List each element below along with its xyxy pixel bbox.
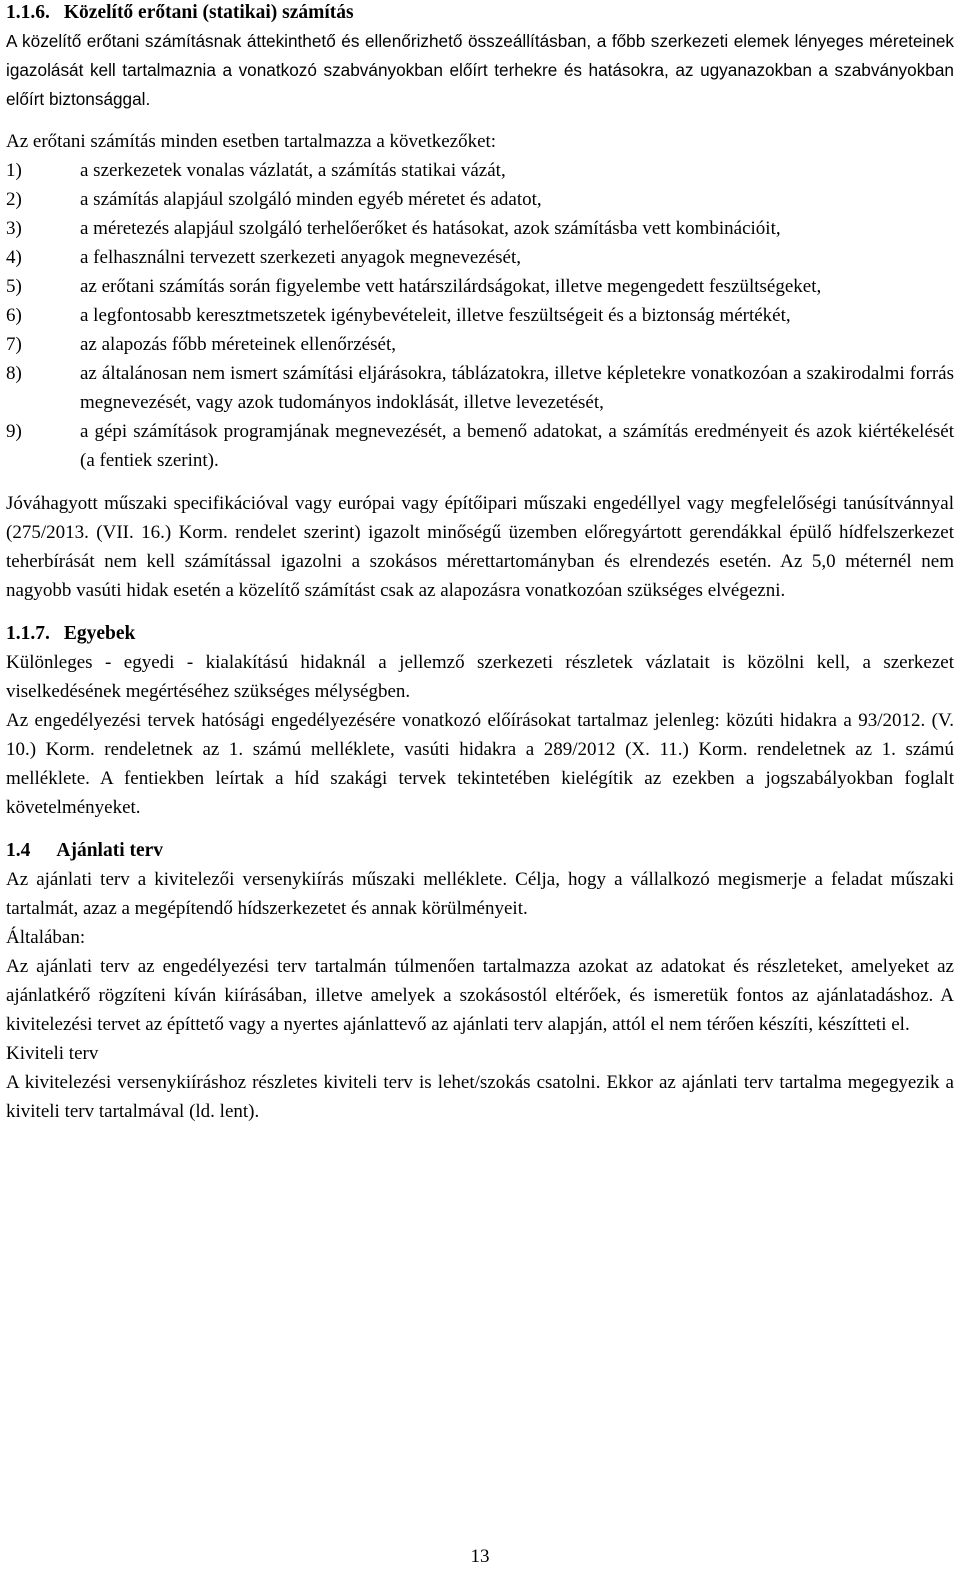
list-item-text: a legfontosabb keresztmetszetek igénybevételeit, illetve feszültségeit és a biztonság mértékét, [80, 305, 791, 326]
section-117-paragraph-2: Az engedélyezési tervek hatósági engedélyezésére vonatkozó előírásokat tartalmaz jelenleg: közúti hidakra a 93/2012. (V. 10.) Korm. rendeletnek az 1. számú melléklete, vasúti hidakra a 289/2012 (X. 11.) Korm. rendeletnek az 1. számú melléklete. A fentiekben leírtak a híd szakági tervek tekintetében kielégítik az ezekben a jogszabályokban foglalt követelményeket. [6, 710, 954, 818]
list-item-number: 4) [6, 247, 22, 268]
section-14-paragraph-1: Az ajánlati terv a kivitelezői versenykiírás műszaki melléklete. Célja, hogy a vállalkozó megismerje a feladat műszaki tartalmát, azaz a megépítendő hídszerkezetet és annak körülményeit. [6, 869, 954, 919]
list-item [6, 330, 954, 359]
list-item-text: a méretezés alapjául szolgáló terhelőerőket és hatásokat, azok számításba vett kombinációit, [80, 218, 781, 239]
section-116-lead: Az erőtani számítás minden esetben tartalmazza a következőket: [6, 131, 497, 152]
requirements-list [6, 156, 954, 475]
list-item [6, 214, 954, 243]
section-117-title: Egyebek [63, 623, 136, 644]
section-14-paragraph-2: Az ajánlati terv az engedélyezési terv tartalmán túlmenően tartalmazza azokat az adatokat és részleteket, amelyeket az ajánlatkérő rögzíteni kíván kiírásában, illetve amelyek a szokásostól eltérőek, és ismeretük fontos az ajánlatadáshoz. A kivitelezési tervet az építtető vagy a nyertes ajánlattevő az ajánlati terv alapján, attól el nem térően készíti, készítteti el. [6, 956, 954, 1035]
section-14-label-general: Általában: [6, 927, 86, 948]
list-item-number: 9) [6, 421, 22, 442]
list-item [6, 272, 954, 301]
section-116-heading [6, 0, 954, 27]
list-item-number: 8) [6, 363, 22, 384]
list-item-number: 3) [6, 218, 22, 239]
section-14-number: 1.4 [6, 840, 31, 861]
list-item-number: 5) [6, 276, 22, 297]
list-item [6, 185, 954, 214]
section-117-paragraph-1: Különleges - egyedi - kialakítású hidaknál a jellemző szerkezeti részletek vázlatait is közölni kell, a szerkezet viselkedésének megértéséhez szükséges mélységben. [6, 652, 954, 702]
list-item-number: 6) [6, 305, 22, 326]
list-item-number: 2) [6, 189, 22, 210]
section-116-title: Közelítő erőtani (statikai) számítás [63, 2, 354, 23]
list-item-text: a számítás alapjául szolgáló minden egyéb méretet és adatot, [80, 189, 542, 210]
section-14-title: Ajánlati terv [56, 840, 164, 861]
list-item [6, 243, 954, 272]
section-14-paragraph-3: A kivitelezési versenykiíráshoz részletes kiviteli terv is lehet/szokás csatolni. Ekkor az ajánlati terv tartalma megegyezik a kiviteli terv tartalmával (ld. lent). [6, 1072, 954, 1122]
list-item [6, 359, 954, 417]
section-116-intro: A közelítő erőtani számításnak áttekinthető és ellenőrizhető összeállításban, a főbb szerkezeti elemek lényeges méreteinek igazolását kell tartalmaznia a vonatkozó szabványokban előírt terhekre és hatásokra, az ugyanazokban a szabványokban előírt biztonsággal. [6, 31, 954, 109]
section-116-closing: Jóváhagyott műszaki specifikációval vagy európai vagy építőipari műszaki engedéllyel vagy megfelelőségi tanúsítvánnyal (275/2013. (VII. 16.) Korm. rendelet szerint) igazolt minőségű üzemben előregyártott gerendákkal épülő hídfelszerkezet teherbírását nem kell számítással igazolni a szokásos mérettartományban és elrendezés esetén. Az 5,0 méternél nem nagyobb vasúti hidak esetén a közelítő számítást csak az alapozásra vonatkozóan szükséges elvégezni. [6, 493, 954, 601]
document-page [6, 0, 954, 1126]
section-116-number: 1.1.6. [6, 2, 50, 23]
list-item-number: 1) [6, 160, 22, 181]
list-item-text: az általánosan nem ismert számítási eljárásokra, táblázatokra, illetve képletekre vonatkozóan a szakirodalmi forrás megnevezését, vagy azok tudományos indoklását, illetve levezetését, [80, 363, 954, 413]
page-number: 13 [470, 1546, 490, 1567]
list-item-text: a szerkezetek vonalas vázlatát, a számítás statikai vázát, [80, 160, 506, 181]
list-item-text: az erőtani számítás során figyelembe vett határszilárdságokat, illetve megengedett feszültségeket, [80, 276, 822, 297]
list-item-text: az alapozás főbb méreteinek ellenőrzését, [80, 334, 396, 355]
section-117-number: 1.1.7. [6, 623, 50, 644]
list-item-number: 7) [6, 334, 22, 355]
list-item [6, 156, 954, 185]
list-item-text: a felhasználni tervezett szerkezeti anyagok megnevezését, [80, 247, 521, 268]
list-item-text: a gépi számítások programjának megnevezését, a bemenő adatokat, a számítás eredményeit és azok kiértékelését (a fentiek szerint). [80, 421, 954, 471]
section-14-label-kiviteli: Kiviteli terv [6, 1043, 99, 1064]
list-item [6, 417, 954, 475]
section-117-heading [6, 619, 954, 648]
list-item [6, 301, 954, 330]
section-14-heading [6, 836, 954, 865]
